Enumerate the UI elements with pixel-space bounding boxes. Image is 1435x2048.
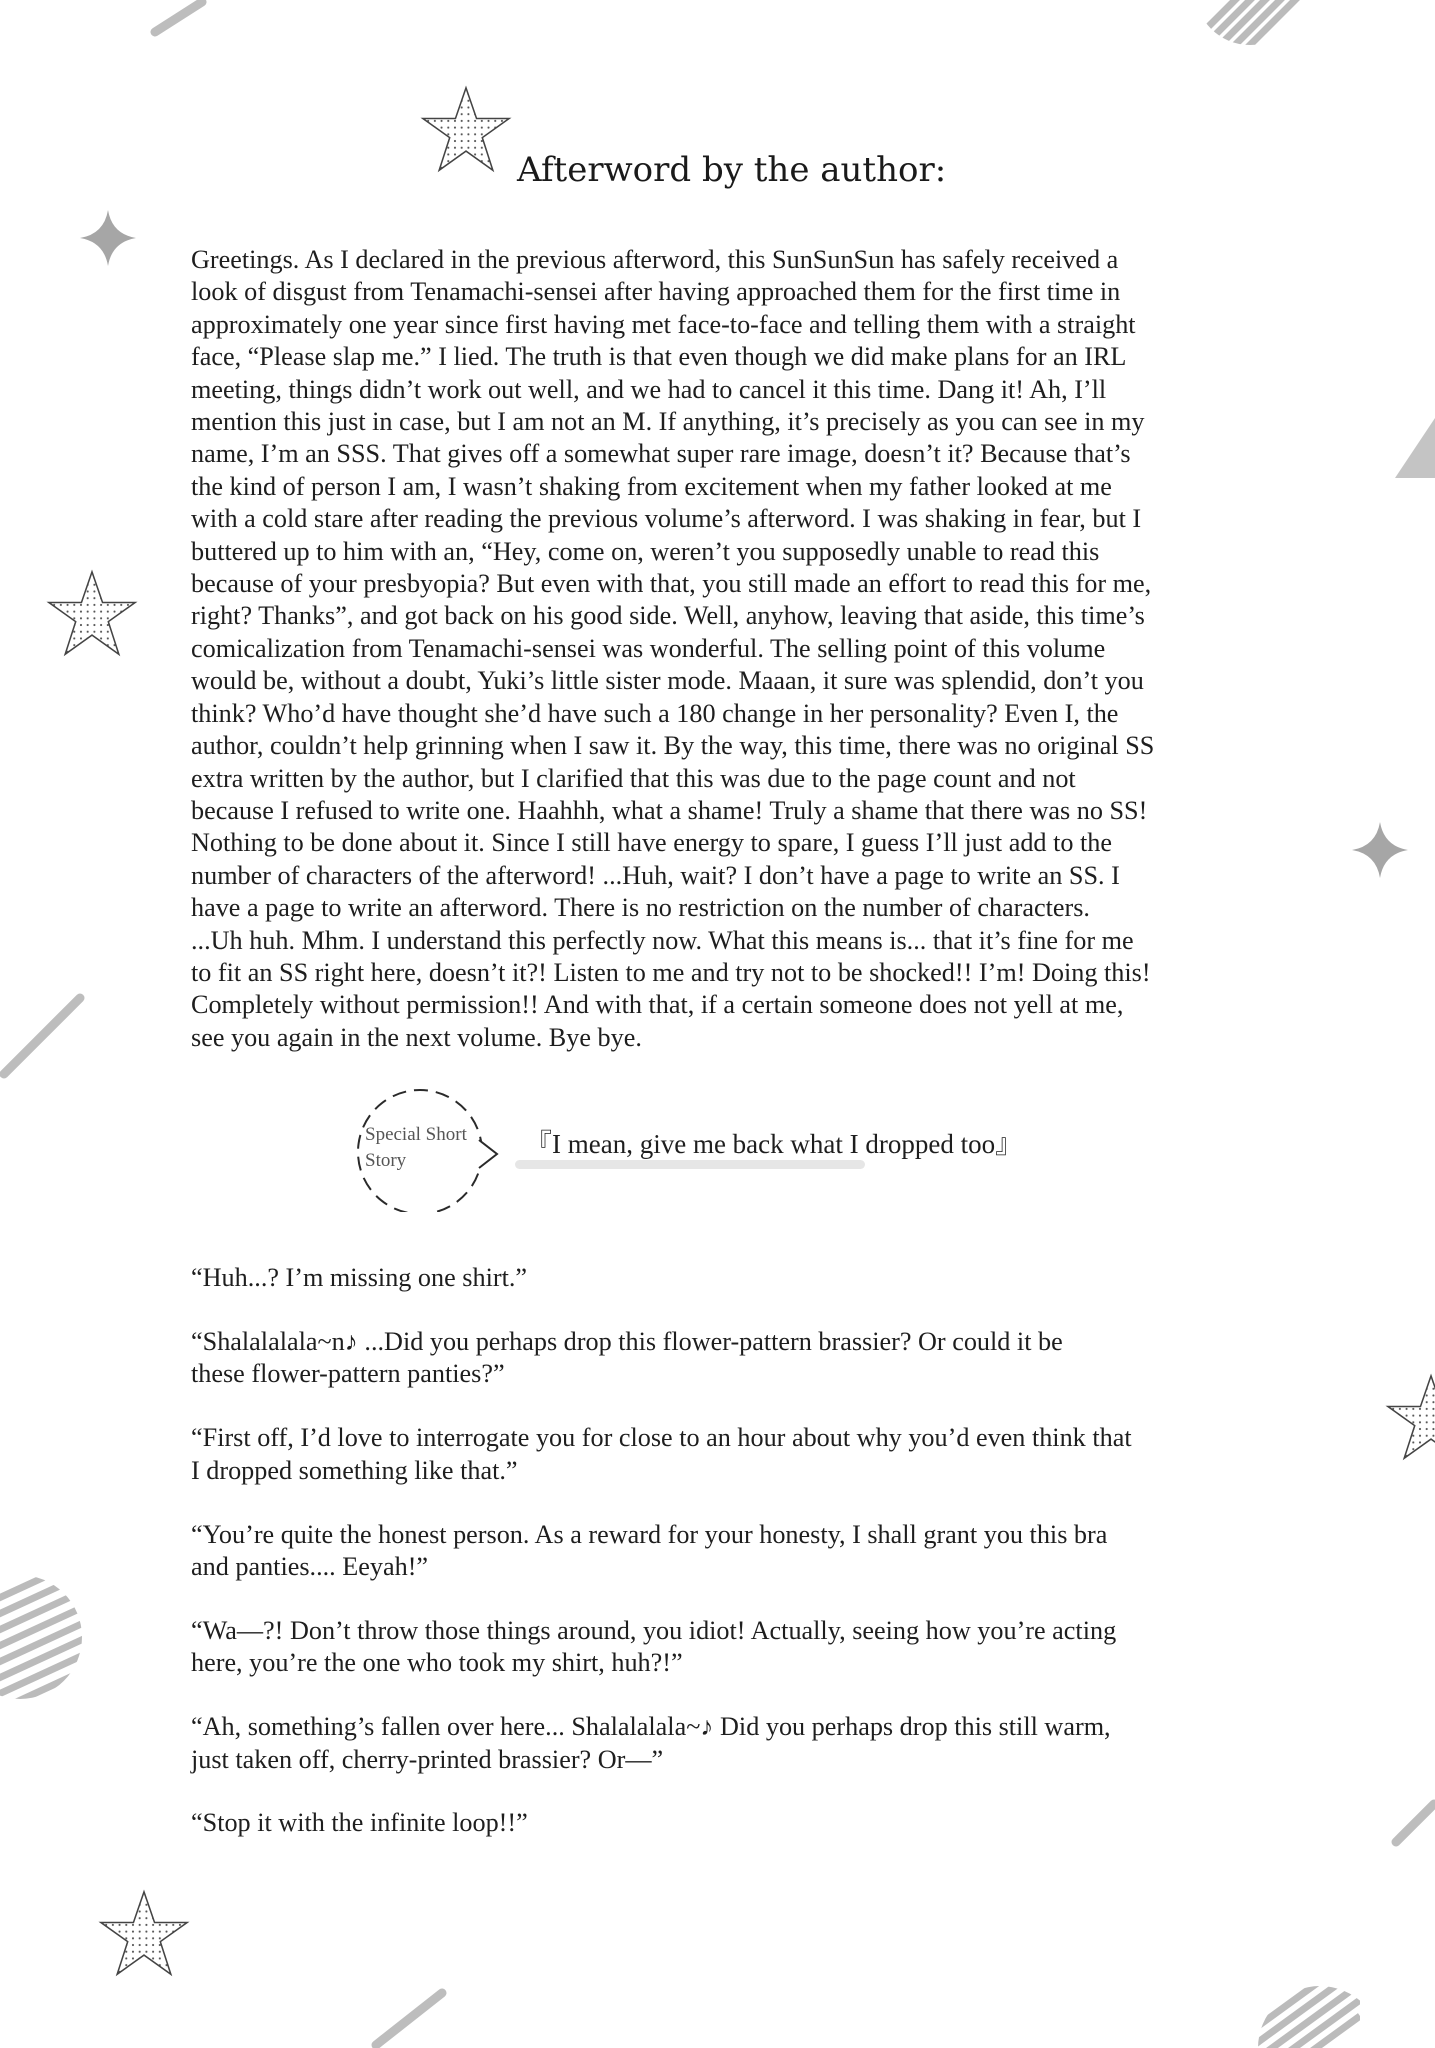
dialogue-line [191, 1326, 1271, 1391]
sparkle-decoration [1350, 820, 1410, 880]
dialogue-line [191, 1519, 1271, 1584]
afterword-line: number of characters of the afterword! ...Huh, wait? I don’t have a page to write an SS. I [191, 860, 1120, 890]
afterword-line: name, I’m an SSS. That gives off a somewhat super rare image, doesn’t it? Because that’s [191, 439, 1131, 469]
afterword-line: to fit an SS right here, doesn’t it?! Listen to me and try not to be shocked!! I’m! Doing this! [191, 957, 1151, 987]
afterword-line: because I refused to write one. Haahhh, what a shame! Truly a shame that there was no SS! [191, 795, 1148, 825]
triangle-decoration [1395, 418, 1435, 478]
title-underline [515, 1160, 865, 1169]
striped-circle-decoration [1190, 0, 1310, 50]
stripe-dash-decoration [370, 1985, 450, 2048]
dotted-star-decoration [418, 84, 514, 176]
striped-circle-decoration [0, 1572, 90, 1702]
dialogue-text: I dropped something like that.” [191, 1455, 518, 1485]
dialogue-line [191, 1711, 1271, 1776]
afterword-line: Greetings. As I declared in the previous afterword, this SunSunSun has safely received a [191, 245, 1119, 274]
afterword-body [191, 244, 1271, 1054]
afterword-line: with a cold stare after reading the previous volume’s afterword. I was shaking in fear, but I [191, 504, 1142, 534]
dotted-star-decoration [44, 568, 140, 660]
dialogue-line [191, 1807, 1271, 1839]
dialogue-line [191, 1262, 1271, 1294]
stripe-dash-decoration [0, 990, 90, 1080]
afterword-line: face, “Please slap me.” I lied. The truth is that even though we did make plans for an IRL [191, 342, 1127, 372]
afterword-line: would be, without a doubt, Yuki’s little sister mode. Maaan, it sure was splendid, don’t you [191, 666, 1144, 696]
afterword-line: buttered up to him with an, “Hey, come on, weren’t you supposedly unable to read this [191, 536, 1100, 566]
afterword-line: the kind of person I am, I wasn’t shaking from excitement when my father looked at me [191, 471, 1112, 501]
dialogue-text: and panties.... Eeyah!” [191, 1551, 429, 1581]
label-line: Story [365, 1150, 407, 1171]
dialogue-text: “Wa—?! Don’t throw those things around, you idiot! Actually, seeing how you’re acting [191, 1615, 1117, 1645]
page-title: Afterword by the author: [517, 150, 947, 190]
dialogue-line [191, 1422, 1271, 1487]
dialogue-text: “Shalalalala~n♪ ...Did you perhaps drop this flower-pattern brassier? Or could it be [191, 1326, 1063, 1356]
afterword-line: see you again in the next volume. Bye bye. [191, 1022, 642, 1052]
special-short-story-label [365, 1122, 495, 1174]
dialogue-text: “Stop it with the infinite loop!!” [191, 1808, 528, 1838]
afterword-line: approximately one year since first having met face-to-face and telling them with a straight [191, 309, 1136, 339]
short-story-dialogue [191, 1262, 1271, 1871]
afterword-line: Completely without permission!! And with that, if a certain someone does not yell at me, [191, 990, 1124, 1020]
afterword-line: Nothing to be done about it. Since I still have energy to spare, I guess I’ll just add to the [191, 828, 1112, 858]
special-short-story-header [345, 1072, 1065, 1212]
afterword-line: ...Uh huh. Mhm. I understand this perfectly now. What this means is... that it’s fine for me [191, 925, 1134, 955]
dialogue-text: here, you’re the one who took my shirt, huh?!” [191, 1648, 683, 1678]
stripe-dash-decoration [1390, 1790, 1435, 1850]
dialogue-text: “You’re quite the honest person. As a reward for your honesty, I shall grant you this bra [191, 1519, 1108, 1549]
afterword-line: comicalization from Tenamachi-sensei was wonderful. The selling point of this volume [191, 633, 1106, 663]
dialogue-text: “Ah, something’s fallen over here... Shalalalala~♪ Did you perhaps drop this still warm, [191, 1712, 1111, 1742]
afterword-line: think? Who’d have thought she’d have such a 180 change in her personality? Even I, the [191, 698, 1119, 728]
label-line: Special Short [365, 1124, 467, 1145]
dotted-star-decoration [1382, 1372, 1435, 1464]
dotted-star-decoration [96, 1888, 192, 1980]
afterword-line: author, couldn’t help grinning when I saw it. By the way, this time, there was no original SS [191, 731, 1155, 761]
dialogue-line [191, 1615, 1271, 1680]
striped-circle-decoration [1250, 1928, 1360, 2048]
dialogue-text: these flower-pattern panties?” [191, 1359, 505, 1389]
dialogue-text: “Huh...? I’m missing one shirt.” [191, 1263, 528, 1292]
afterword-line: right? Thanks”, and got back on his good side. Well, anyhow, leaving that aside, this time’s [191, 601, 1145, 631]
afterword-line: mention this just in case, but I am not an M. If anything, it’s precisely as you can see in my [191, 407, 1145, 437]
dialogue-text: “First off, I’d love to interrogate you for close to an hour about why you’d even think that [191, 1423, 1132, 1453]
dialogue-text: just taken off, cherry-printed brassier? Or—” [191, 1744, 664, 1774]
afterword-line: meeting, things didn’t work out well, and we had to cancel it this time. Dang it! Ah, I’ll [191, 374, 1107, 404]
afterword-line: have a page to write an afterword. There is no restriction on the number of characters. [191, 893, 1090, 923]
afterword-line: because of your presbyopia? But even with that, you still made an effort to read this for me, [191, 569, 1152, 599]
afterword-line: extra written by the author, but I clarified that this was due to the page count and not [191, 763, 1076, 793]
afterword-line: look of disgust from Tenamachi-sensei after having approached them for the first time in [191, 277, 1121, 307]
sparkle-decoration [78, 208, 138, 268]
stripe-dash-decoration [150, 0, 210, 40]
short-story-title: 『I mean, give me back what I dropped too』 [525, 1129, 1023, 1159]
